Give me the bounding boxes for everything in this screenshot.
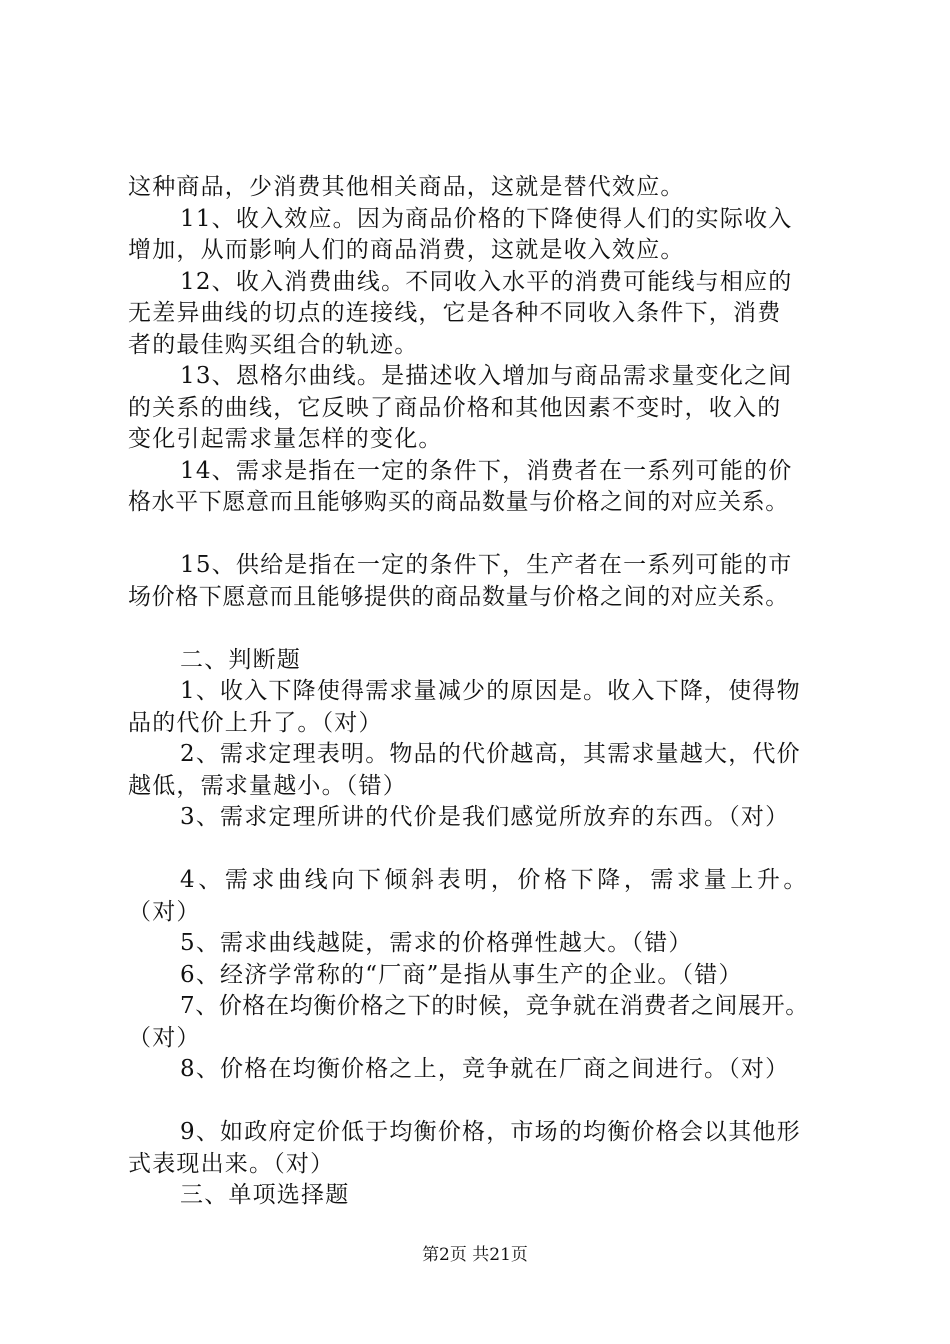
judgement-1-line: 1、收入下降使得需求量减少的原因是。收入下降，使得物: [180, 678, 801, 704]
judgement-9-line: 9、如政府定价低于均衡价格，市场的均衡价格会以其他形: [180, 1119, 801, 1145]
text-line: 者的最佳购买组合的轨迹。: [128, 331, 419, 358]
text-line: 格水平下愿意而且能够购买的商品数量与价格之间的对应关系。: [128, 489, 789, 515]
judgement-3-line: 3、需求定理所讲的代价是我们感觉所放弃的东西。（对）: [180, 804, 790, 830]
judgement-2-line: 2、需求定理表明。物品的代价越高，其需求量越大，代价: [180, 741, 801, 767]
judgement-6-line: 6、经济学常称的“厂商”是指从事生产的企业。（错）: [180, 961, 743, 988]
text-line: 品的代价上升了。（对）: [128, 709, 383, 736]
term-13-line: 13、恩格尔曲线。是描述收入增加与商品需求量变化之间: [180, 363, 793, 389]
text-line: 变化引起需求量怎样的变化。: [128, 426, 443, 452]
term-15-line: 15、供给是指在一定的条件下，生产者在一系列可能的市: [180, 552, 793, 578]
text-line: 越低，需求量越小。（错）: [128, 772, 407, 799]
blank-line: [128, 613, 834, 645]
term-11-line: 11、收入效应。因为商品价格的下降使得人们的实际收入: [180, 205, 793, 232]
text-line: （对）: [128, 1024, 201, 1051]
page-number-footer: 第2页 共21页: [422, 1245, 528, 1265]
section-heading-single-choice: 三、单项选择题: [180, 1182, 350, 1208]
text-line: 这种商品，少消费其他相关商品，这就是替代效应。: [128, 174, 685, 200]
judgement-7-line: 7、价格在均衡价格之下的时候，竞争就在消费者之间展开。: [180, 993, 809, 1019]
text-line: 的关系的曲线，它反映了商品价格和其他因素不变时，收入的: [128, 394, 782, 421]
blank-line: [128, 1086, 834, 1118]
blank-line: [128, 519, 834, 551]
text-line: 无差异曲线的切点的连接线，它是各种不同收入条件下，消费: [128, 300, 782, 326]
judgement-5-line: 5、需求曲线越陡，需求的价格弹性越大。（错）: [180, 930, 693, 956]
text-line: （对）: [128, 898, 201, 925]
judgement-4-line: 4、需求曲线向下倾斜表明，价格下降，需求量上升。: [180, 867, 811, 893]
term-12-line: 12、收入消费曲线。不同收入水平的消费可能线与相应的: [180, 268, 793, 295]
blank-line: [128, 834, 834, 866]
text-line: 增加，从而影响人们的商品消费，这就是收入效应。: [128, 237, 685, 263]
term-14-line: 14、需求是指在一定的条件下，消费者在一系列可能的价: [180, 457, 793, 484]
section-heading-judgement: 二、判断题: [180, 646, 301, 673]
judgement-8-line: 8、价格在均衡价格之上，竞争就在厂商之间进行。（对）: [180, 1056, 790, 1082]
text-line: 场价格下愿意而且能够提供的商品数量与价格之间的对应关系。: [128, 583, 789, 610]
document-body: [128, 172, 834, 1212]
text-line: 式表现出来。（对）: [128, 1150, 335, 1177]
